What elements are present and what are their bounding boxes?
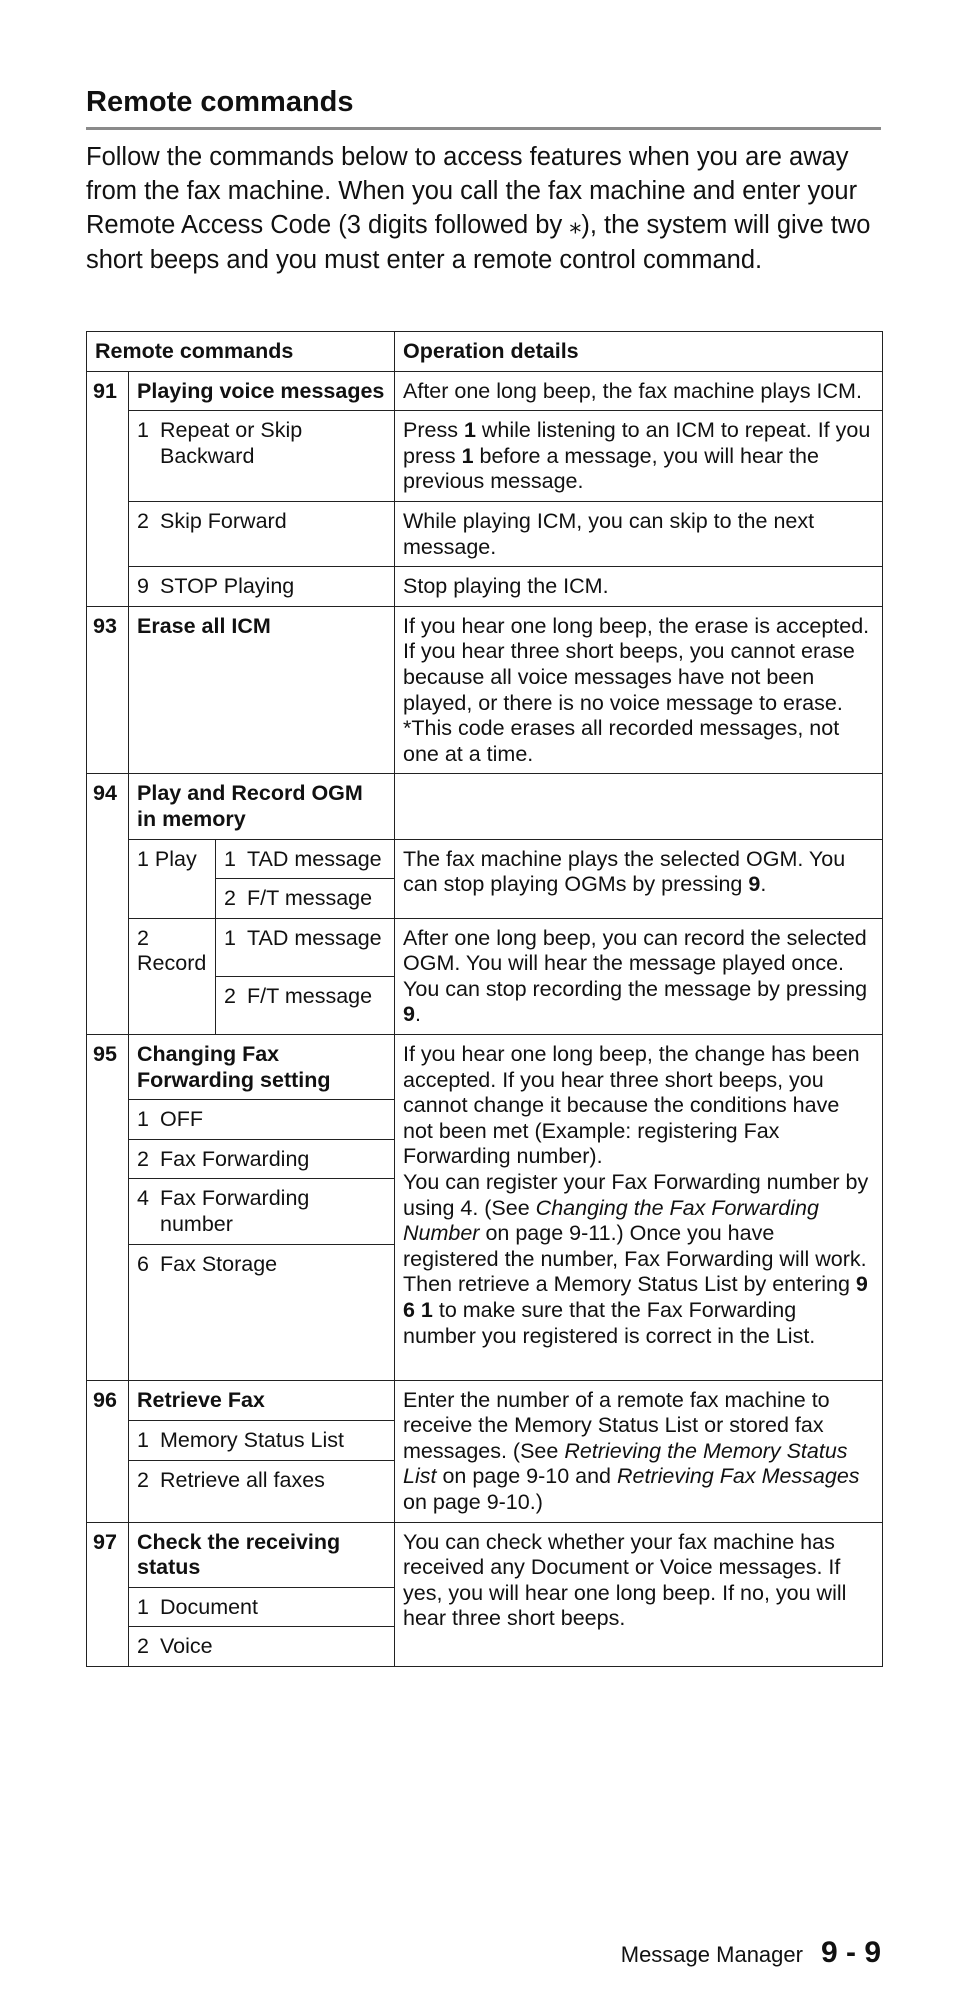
table-row-91 [87,371,883,411]
blank-cell [87,411,129,502]
blank-cell [87,839,129,879]
subcommand-label: STOP Playing [160,574,295,599]
subcommand-94-1-2 [216,879,395,919]
blank-cell [87,1420,129,1460]
cross-reference: Retrieving the Memory Status List [403,1438,848,1489]
subcommand-95-2 [129,1139,395,1179]
blank-cell [87,1179,129,1244]
detail-text: If you hear one long beep, the erase is accepted. If you hear three short beeps, you cannot erase because all voice messages have not been played, or there is no voice message to erase. [403,613,870,715]
subcommand-91-9 [129,567,395,607]
detail-text: before a message, you will hear the previous message. [403,443,819,494]
detail-94-empty [395,774,883,839]
detail-93 [395,606,883,774]
subcommand-label: Memory Status List [160,1427,344,1452]
subcommand-95-4 [129,1179,395,1244]
detail-96 [395,1380,883,1522]
blank-cell [87,1100,129,1140]
key-sequence: 9 6 1 [403,1272,868,1322]
command-title-95: Changing Fax Forwarding setting [129,1035,395,1100]
subcommand-95-1 [129,1100,395,1140]
subcommand-label: TAD message [247,925,382,950]
command-number-94: 94 [87,774,129,839]
table-row-94-1-1 [87,839,883,879]
detail-text: . [760,872,767,897]
remote-commands-table [86,331,883,1667]
subcommand-number: 1 [224,925,236,950]
header-remote-commands: Remote commands [87,332,395,372]
table-row-94-2-1 [87,918,883,976]
table-row-97 [87,1522,883,1587]
subcommand-number: 2 [137,925,149,950]
detail-91-1 [395,411,883,502]
table-header-row [87,332,883,372]
table-row-91-1 [87,411,883,502]
detail-94-record [395,918,883,1034]
table-row-94 [87,774,883,839]
table-row-93 [87,606,883,774]
subcommand-91-2 [129,501,395,566]
intro-paragraph [86,140,886,277]
command-title-96: Retrieve Fax [129,1380,395,1420]
subcommand-number: 1 [224,846,236,871]
intro-text-end: ), the system will give two short beeps and you must enter a remote control command. [86,211,871,274]
detail-97: You can check whether your fax machine has received any Document or Voice messages. If yes, you will hear one long beep. If no, you will hear three short beeps. [395,1522,883,1666]
subcommand-number: 1 [137,418,149,443]
detail-94-play [395,839,883,918]
blank-cell [87,1627,129,1667]
subcommand-94-2-1 [216,918,395,976]
command-number-91: 91 [87,371,129,411]
detail-text: on page 9-10.) [403,1490,543,1514]
command-title-91: Playing voice messages [129,371,395,411]
detail-text: If you hear one long beep, the change has been accepted. If you hear three short beeps, you cannot change it because the conditions have not been met (Example: registering Fax Forwarding number). [403,1042,860,1169]
key-9: 9 [403,1002,415,1027]
command-number-95: 95 [87,1035,129,1100]
table-row-91-9 [87,567,883,607]
detail-text: Enter the number of a remote fax machine to receive the Memory Status List or stored fax messages. (See [403,1387,830,1463]
footer-section-title: Message Manager [620,1942,803,1967]
detail-note: *This code erases all recorded messages, not one at a time. [403,716,840,766]
subcommand-96-2 [129,1460,395,1522]
subcommand-label: Fax Forwarding number [160,1186,310,1237]
cross-reference: Changing the Fax Forwarding Number [403,1195,819,1246]
detail-text: on page 9-11.) Once you have registered the number, Fax Forwarding will work. Then retrieve a Memory Status List by entering [403,1221,867,1297]
detail-text: The fax machine plays the selected OGM. You can stop playing OGMs by pressing [403,846,846,897]
blank-cell [87,1244,129,1380]
subcommand-number: 6 [137,1251,149,1276]
page-number: 9 - 9 [820,1936,881,1969]
detail-text: to make sure that the Fax Forwarding number you registered is correct in the List. [403,1298,816,1348]
detail-95 [395,1035,883,1381]
subcommand-number: 1 [137,1427,149,1452]
blank-cell [87,879,129,919]
subcommand-number: 1 [137,1107,149,1132]
subcommand-96-1 [129,1420,395,1460]
key-1: 1 [461,443,474,468]
detail-text: while listening to an ICM to repeat. If you press [403,418,871,468]
cross-reference: Retrieving Fax Messages [616,1464,860,1489]
subcommand-95-6 [129,1244,395,1380]
subcommand-94-record [129,918,216,1034]
subcommand-number: 4 [137,1186,149,1211]
detail-text: After one long beep, you can record the selected OGM. You will hear the message played once. You can stop recording the message by pressing [403,925,868,1001]
blank-cell [87,976,129,1034]
blank-cell [87,1587,129,1627]
subcommand-94-play: 1 Play [129,839,216,918]
subcommand-number: 2 [224,983,236,1008]
detail-text: on page 9-10 and [436,1464,617,1489]
subcommand-label: F/T message [247,983,373,1008]
subcommand-label: TAD message [247,846,382,871]
subcommand-label: Retrieve all faxes [160,1467,325,1492]
subcommand-number: 2 [224,886,236,911]
subcommand-label: Repeat or Skip Backward [160,418,303,468]
detail-text: . [414,1002,421,1027]
subcommand-number: 2 [137,1634,149,1659]
command-number-96: 96 [87,1380,129,1420]
key-9: 9 [748,872,761,897]
blank-cell [87,1139,129,1179]
subcommand-number: 2 [137,1146,149,1171]
subcommand-91-1 [129,411,395,502]
table-row-95 [87,1035,883,1100]
subcommand-label: OFF [160,1107,203,1132]
command-title-94: Play and Record OGM in memory [129,774,395,839]
page-footer [621,1936,881,1970]
intro-text-start: Follow the commands below to access features when you are away from the fax machine. When you call the fax machine and enter your Remote Access Code (3 digits followed by [86,143,858,239]
subcommand-94-1-1 [216,839,395,879]
table-row-91-2 [87,501,883,566]
subcommand-label: Voice [160,1634,213,1659]
blank-cell [87,918,129,976]
blank-cell [87,567,129,607]
subcommand-label: Record [137,951,207,976]
command-number-93: 93 [87,606,129,774]
subcommand-number: 2 [137,1467,149,1492]
command-number-97: 97 [87,1522,129,1587]
subcommand-label: Fax Storage [160,1251,278,1276]
star-key-symbol: ⁎ [569,212,582,239]
subcommand-label: Skip Forward [160,508,287,533]
subcommand-label: Document [160,1594,258,1619]
subcommand-number: 1 [137,1594,149,1619]
command-title-97: Check the receiving status [129,1522,395,1587]
detail-91-9: Stop playing the ICM. [395,567,883,607]
table-row-96 [87,1380,883,1420]
subcommand-97-1 [129,1587,395,1627]
command-title-93: Erase all ICM [129,606,395,774]
subcommand-number: 9 [137,574,149,599]
subcommand-label: Fax Forwarding [160,1146,310,1171]
header-operation-details: Operation details [395,332,883,372]
blank-cell [87,501,129,566]
detail-91: After one long beep, the fax machine plays ICM. [395,371,883,411]
subcommand-94-2-2 [216,976,395,1034]
page-heading: Remote commands [86,86,881,130]
detail-text: Press [403,418,464,443]
key-1: 1 [463,418,476,443]
blank-cell [87,1460,129,1522]
detail-text: You can register your Fax Forwarding number by using 4. (See [403,1170,869,1220]
subcommand-number: 2 [137,508,149,533]
detail-91-2: While playing ICM, you can skip to the next message. [395,501,883,566]
subcommand-label: F/T message [247,886,373,911]
subcommand-97-2 [129,1627,395,1667]
